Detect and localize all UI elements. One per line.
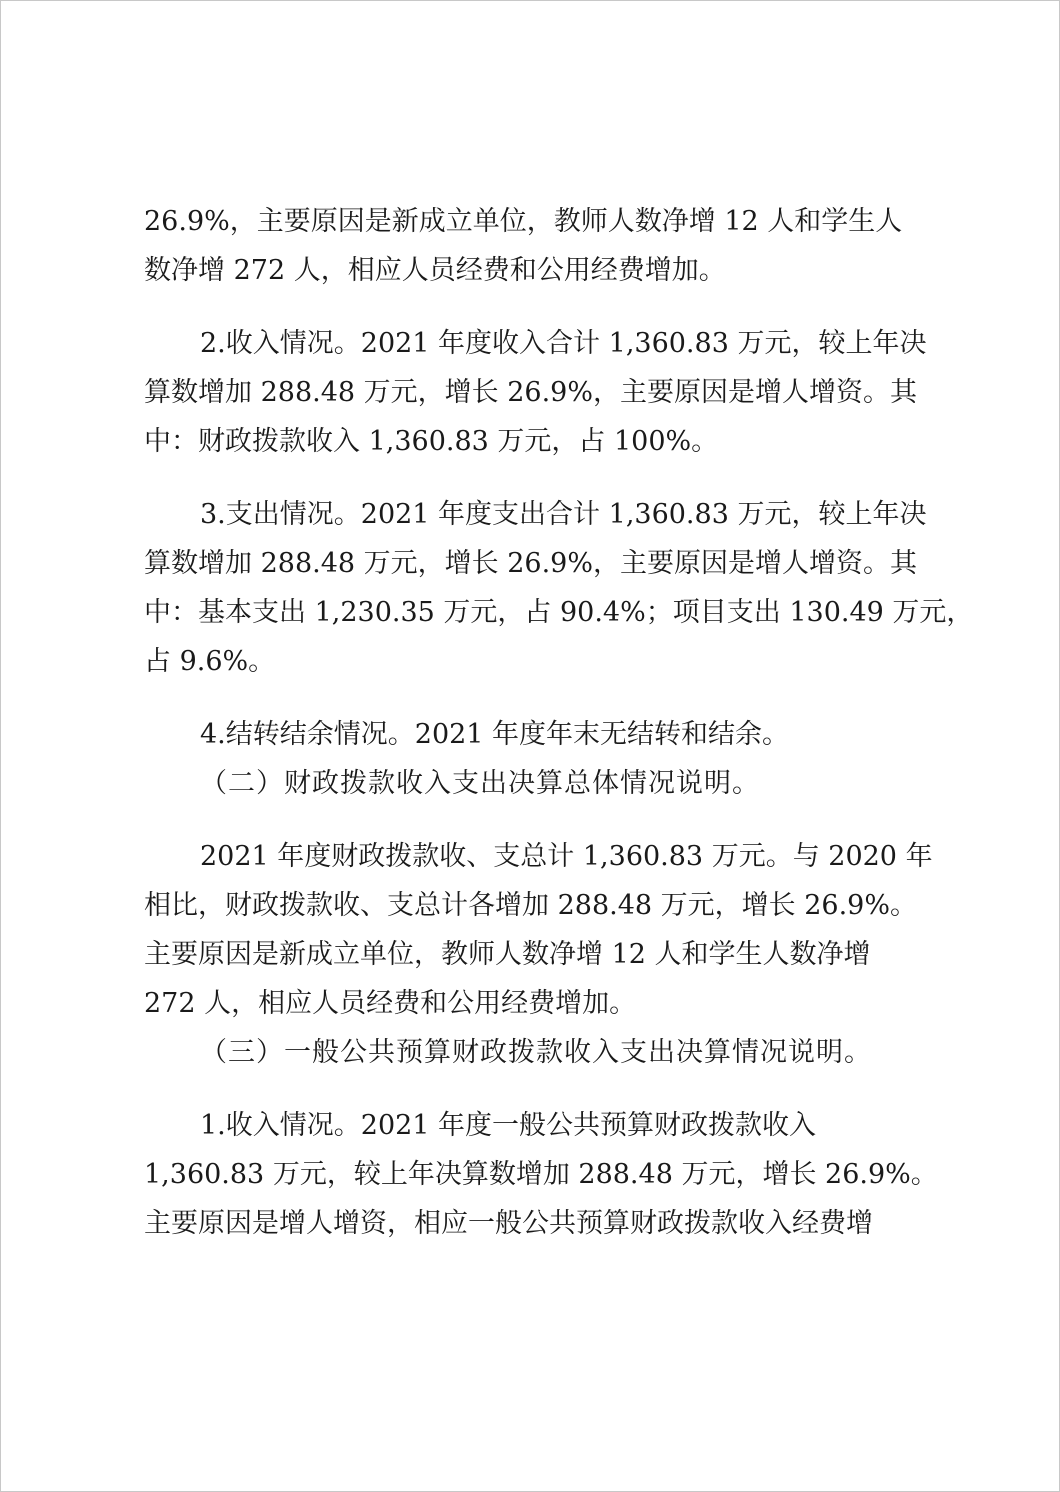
- section-heading-2: （二）财政拨款收入支出决算总体情况说明。: [200, 768, 760, 799]
- text-line: 主要原因是增人增资，相应一般公共预算财政拨款收入经费增: [144, 1208, 873, 1239]
- paragraph-carryover: [144, 710, 920, 759]
- text-line: 4.结转结余情况。2021 年度年末无结转和结余。: [200, 719, 790, 750]
- text-line: 占 9.6%。: [144, 646, 276, 677]
- text-line: 2.收入情况。2021 年度收入合计 1,360.83 万元，较上年决: [200, 328, 927, 359]
- paragraph-expenditure: [144, 490, 974, 686]
- paragraph-income: [144, 319, 927, 466]
- document-body: [144, 197, 974, 1248]
- text-line: 算数增加 288.48 万元，增长 26.9%，主要原因是增人增资。其: [144, 548, 917, 579]
- text-line: 2021 年度财政拨款收、支总计 1,360.83 万元。与 2020 年: [200, 841, 933, 872]
- text-line: 1,360.83 万元，较上年决算数增加 288.48 万元，增长 26.9%。: [144, 1159, 938, 1190]
- text-line: 算数增加 288.48 万元，增长 26.9%，主要原因是增人增资。其: [144, 377, 917, 408]
- paragraph-fiscal-total: [144, 832, 933, 1028]
- text-line: 26.9%，主要原因是新成立单位，教师人数净增 12 人和学生人: [144, 206, 903, 237]
- text-line: 1.收入情况。2021 年度一般公共预算财政拨款收入: [200, 1110, 817, 1141]
- text-line: 数净增 272 人，相应人员经费和公用经费增加。: [144, 255, 726, 286]
- paragraph-continuation: [144, 197, 920, 295]
- text-line: 相比，财政拨款收、支总计各增加 288.48 万元，增长 26.9%。: [144, 890, 917, 921]
- text-line: 中：财政拨款收入 1,360.83 万元，占 100%。: [144, 426, 719, 457]
- text-line: 中：基本支出 1,230.35 万元，占 90.4%；项目支出 130.49 万元，: [144, 597, 974, 628]
- text-line: 3.支出情况。2021 年度支出合计 1,360.83 万元，较上年决: [200, 499, 927, 530]
- paragraph-general-budget-income: [144, 1101, 938, 1248]
- section-heading-3: （三）一般公共预算财政拨款收入支出决算情况说明。: [200, 1037, 872, 1068]
- text-line: 272 人，相应人员经费和公用经费增加。: [144, 988, 637, 1019]
- text-line: 主要原因是新成立单位，教师人数净增 12 人和学生人数净增: [144, 939, 871, 970]
